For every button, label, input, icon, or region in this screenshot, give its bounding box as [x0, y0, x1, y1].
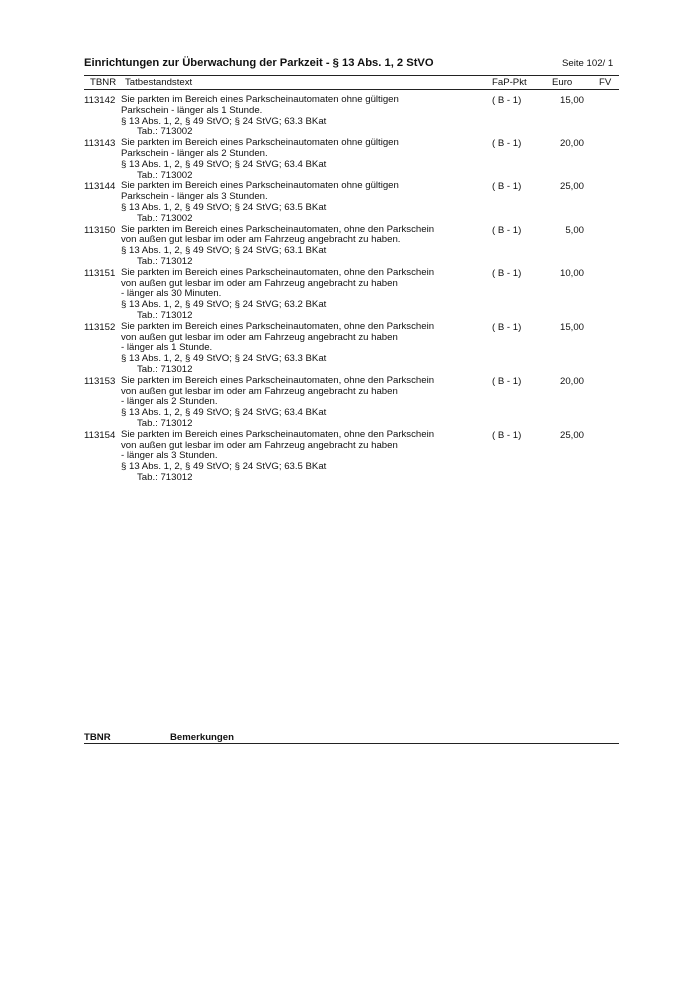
- row-text: [121, 181, 451, 224]
- row-euro-amount: 10,00: [559, 267, 584, 279]
- remarks-label: Bemerkungen: [170, 732, 234, 743]
- row-tab-number: Tab.: 713012: [137, 471, 193, 483]
- row-text-line: Sie parkten im Bereich eines Parkscheinautomaten, ohne den Parkschein: [121, 223, 435, 235]
- row-text: [121, 225, 451, 268]
- row-fap-points: ( B - 1): [492, 375, 522, 387]
- column-header-text: Tatbestandstext: [125, 77, 193, 88]
- row-text-line: Sie parkten im Bereich eines Parkscheinautomaten ohne gültigen: [121, 137, 399, 149]
- row-euro-amount: 25,00: [559, 181, 584, 193]
- row-tbnr: 113142: [84, 95, 116, 106]
- row-tab-number: Tab.: 713012: [137, 309, 193, 321]
- table-row: [84, 430, 619, 484]
- row-fap-points: ( B - 1): [492, 321, 522, 333]
- row-text-line: Parkschein - länger als 3 Stunden.: [121, 191, 268, 203]
- table-header: [84, 75, 619, 90]
- table-row: [84, 181, 619, 224]
- row-text: [121, 322, 451, 376]
- row-text-line: - länger als 30 Minuten.: [121, 288, 222, 300]
- row-text: [121, 430, 451, 484]
- table-row: [84, 95, 619, 138]
- table-row: [84, 225, 619, 268]
- row-euro-amount: 25,00: [559, 429, 584, 441]
- table-row: [84, 138, 619, 181]
- column-header-euro: Euro: [552, 77, 573, 88]
- row-text: [121, 95, 451, 138]
- row-text-line: Sie parkten im Bereich eines Parkscheinautomaten ohne gültigen: [121, 180, 399, 192]
- row-legal-reference: § 13 Abs. 1, 2, § 49 StVO; § 24 StVG; 63.4 BKat: [121, 407, 327, 419]
- row-legal-reference: § 13 Abs. 1, 2, § 49 StVO; § 24 StVG; 63.5 BKat: [121, 461, 327, 473]
- row-text-line: von außen gut lesbar im oder am Fahrzeug angebracht zu haben: [121, 331, 398, 343]
- row-legal-reference: § 13 Abs. 1, 2, § 49 StVO; § 24 StVG; 63.3 BKat: [121, 353, 327, 365]
- row-text-line: Sie parkten im Bereich eines Parkscheinautomaten, ohne den Parkschein: [121, 266, 435, 278]
- column-header-fv: FV: [599, 77, 612, 88]
- row-fap-points: ( B - 1): [492, 138, 522, 150]
- row-tab-number: Tab.: 713012: [137, 363, 193, 375]
- page-number: Seite 102/ 1: [562, 58, 614, 69]
- table-row: [84, 322, 619, 376]
- row-text: [121, 376, 451, 430]
- row-text-line: Sie parkten im Bereich eines Parkscheinautomaten, ohne den Parkschein: [121, 320, 435, 332]
- row-text-line: - länger als 1 Stunde.: [121, 342, 213, 354]
- row-tab-number: Tab.: 713012: [137, 417, 193, 429]
- row-text-line: Sie parkten im Bereich eines Parkscheinautomaten, ohne den Parkschein: [121, 428, 435, 440]
- row-tbnr: 113152: [84, 321, 116, 333]
- row-text-line: Parkschein - länger als 1 Stunde.: [121, 104, 263, 116]
- row-fap-points: ( B - 1): [492, 181, 522, 193]
- row-euro-amount: 15,00: [559, 95, 584, 106]
- row-text: [121, 138, 451, 181]
- page-title: Einrichtungen zur Überwachung der Parkzeit - § 13 Abs. 1, 2 StVO: [84, 57, 434, 69]
- row-legal-reference: § 13 Abs. 1, 2, § 49 StVO; § 24 StVG; 63.5 BKat: [121, 201, 327, 213]
- remarks-tbnr-label: TBNR: [84, 732, 111, 743]
- row-tab-number: Tab.: 713002: [137, 169, 193, 181]
- row-text-line: Sie parkten im Bereich eines Parkscheinautomaten, ohne den Parkschein: [121, 374, 435, 386]
- row-legal-reference: § 13 Abs. 1, 2, § 49 StVO; § 24 StVG; 63.3 BKat: [121, 115, 327, 127]
- row-euro-amount: 20,00: [559, 138, 584, 150]
- row-tbnr: 113153: [84, 375, 116, 387]
- row-fap-points: ( B - 1): [492, 224, 522, 236]
- row-tbnr: 113154: [84, 429, 116, 441]
- column-header-fap: FaP-Pkt: [492, 77, 527, 88]
- row-tbnr: 113144: [84, 181, 116, 193]
- row-text-line: von außen gut lesbar im oder am Fahrzeug angebracht zu haben.: [121, 234, 401, 246]
- row-tbnr: 113150: [84, 224, 116, 236]
- row-euro-amount: 15,00: [559, 321, 584, 333]
- remarks-header: [84, 732, 619, 744]
- table-row: [84, 376, 619, 430]
- table-row: [84, 268, 619, 322]
- row-fap-points: ( B - 1): [492, 267, 522, 279]
- row-legal-reference: § 13 Abs. 1, 2, § 49 StVO; § 24 StVG; 63.1 BKat: [121, 245, 327, 257]
- row-tab-number: Tab.: 713012: [137, 255, 193, 267]
- row-euro-amount: 5,00: [565, 224, 584, 236]
- row-euro-amount: 20,00: [559, 375, 584, 387]
- row-tbnr: 113143: [84, 138, 116, 150]
- row-text-line: Sie parkten im Bereich eines Parkscheinautomaten ohne gültigen: [121, 94, 399, 105]
- row-text-line: Parkschein - länger als 2 Stunden.: [121, 147, 268, 159]
- row-tbnr: 113151: [84, 267, 116, 279]
- row-text-line: - länger als 2 Stunden.: [121, 396, 218, 408]
- row-legal-reference: § 13 Abs. 1, 2, § 49 StVO; § 24 StVG; 63.2 BKat: [121, 299, 327, 311]
- table-body: [84, 95, 619, 484]
- row-text: [121, 268, 451, 322]
- row-tab-number: Tab.: 713002: [137, 212, 193, 224]
- row-legal-reference: § 13 Abs. 1, 2, § 49 StVO; § 24 StVG; 63.4 BKat: [121, 158, 327, 170]
- row-text-line: - länger als 3 Stunden.: [121, 450, 218, 462]
- column-header-tbnr: TBNR: [90, 77, 117, 88]
- row-text-line: von außen gut lesbar im oder am Fahrzeug angebracht zu haben: [121, 439, 398, 451]
- row-tab-number: Tab.: 713002: [137, 126, 193, 138]
- row-text-line: von außen gut lesbar im oder am Fahrzeug angebracht zu haben: [121, 277, 398, 289]
- row-text-line: von außen gut lesbar im oder am Fahrzeug angebracht zu haben: [121, 385, 398, 397]
- row-fap-points: ( B - 1): [492, 429, 522, 441]
- row-fap-points: ( B - 1): [492, 95, 522, 106]
